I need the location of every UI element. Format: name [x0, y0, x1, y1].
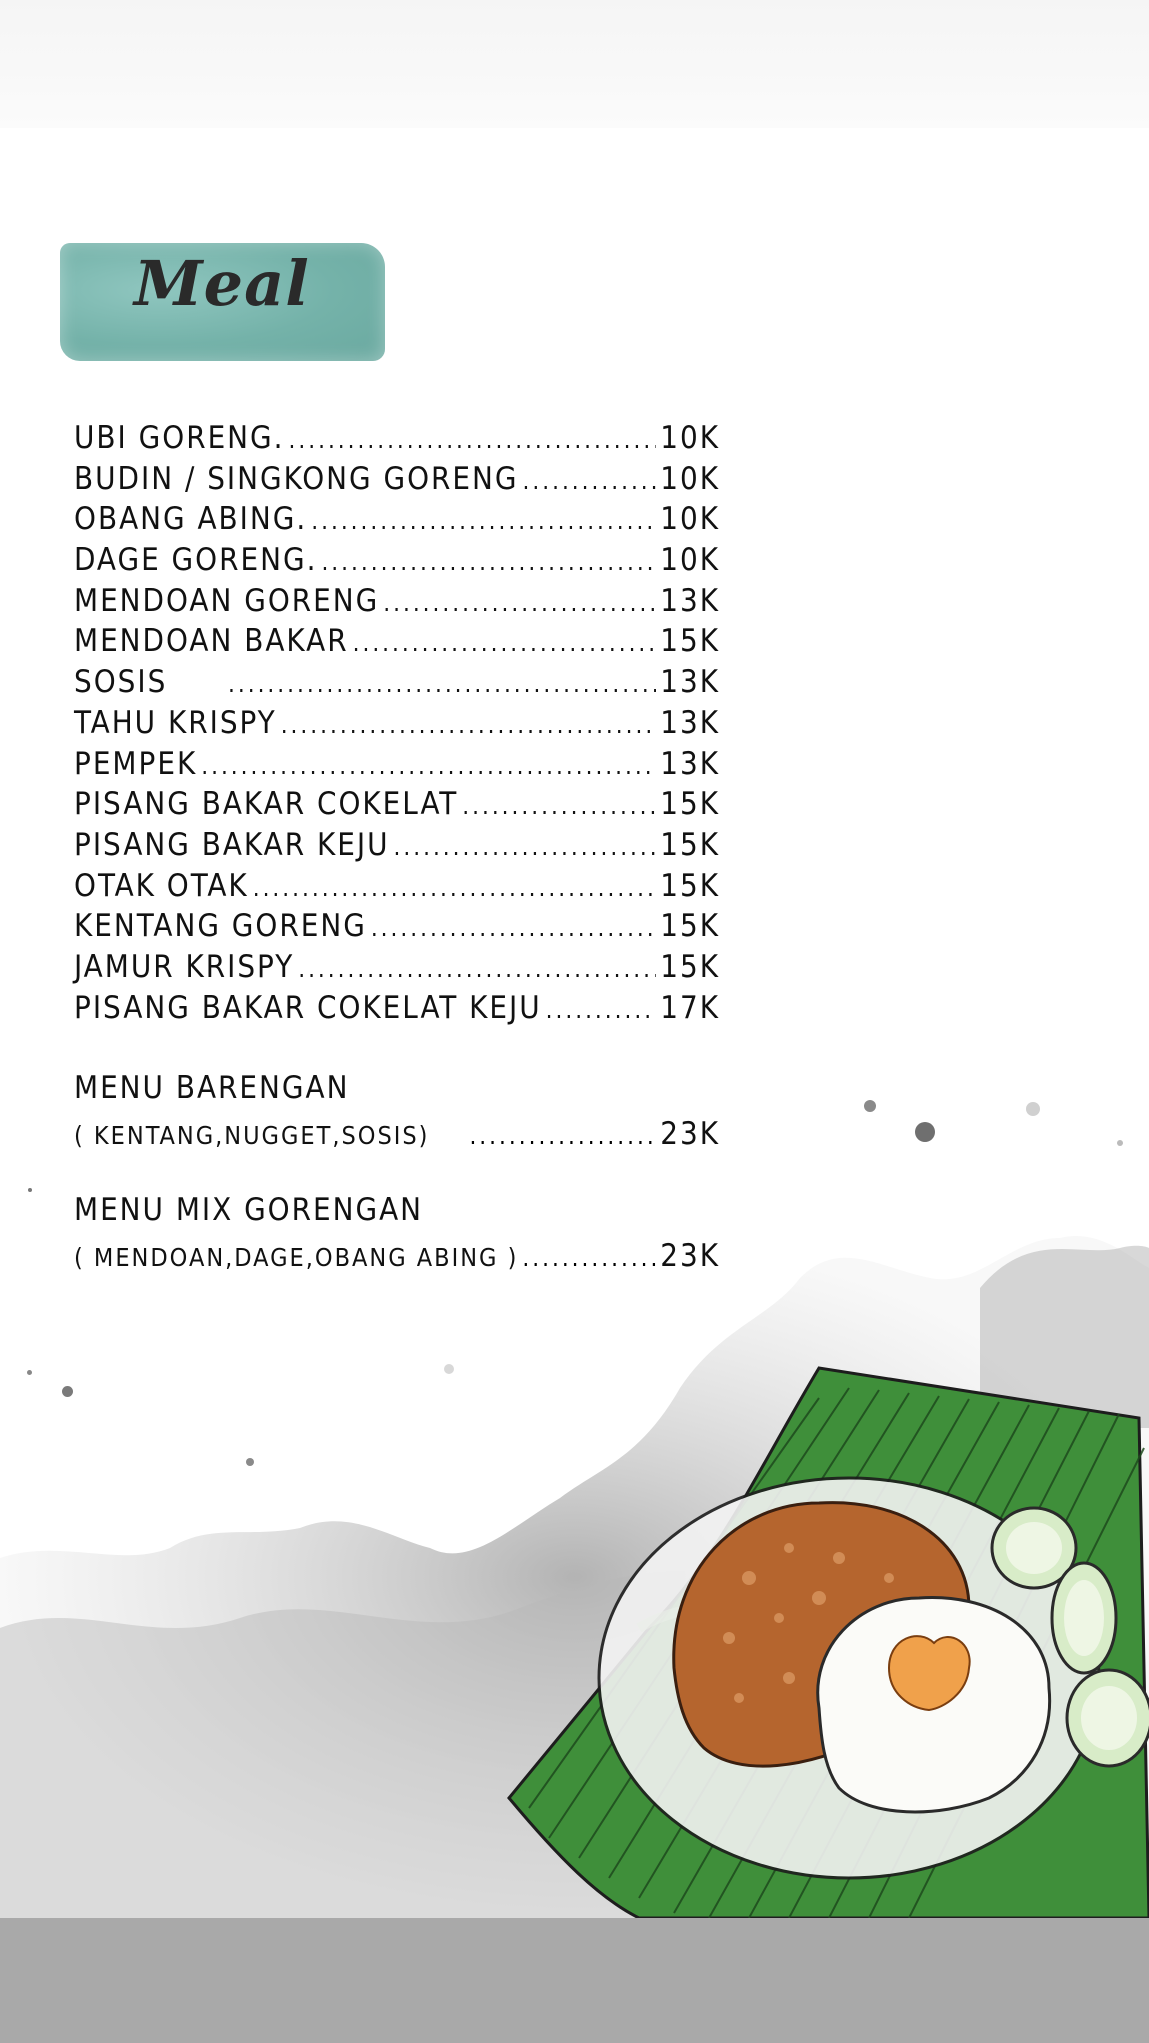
dot-leader: [281, 711, 657, 739]
menu-item-name: PISANG BAKAR COKELAT: [74, 786, 459, 823]
menu-section-title: Meal: [134, 247, 310, 320]
bottom-bar: [0, 1918, 1149, 2043]
combo-title: MENU MIX GORENGAN: [74, 1192, 424, 1228]
ink-dot: [27, 1370, 32, 1375]
dot-leader: [394, 833, 657, 861]
ink-dot: [444, 1364, 454, 1374]
menu-item-name: TAHU KRISPY: [74, 704, 277, 741]
combo-item: [74, 1192, 720, 1274]
menu-item-name: OBANG ABING.: [74, 501, 308, 538]
dot-leader: [311, 507, 656, 535]
menu-item-price: 10K: [660, 420, 720, 456]
ink-dot: [915, 1122, 935, 1142]
combo-line: [74, 1116, 720, 1152]
menu-item-price: 13K: [660, 745, 720, 782]
menu-item: [74, 705, 720, 746]
menu-item-price: 17K: [660, 989, 720, 1026]
dot-leader: [522, 1244, 656, 1272]
menu-item-price: 13K: [660, 582, 720, 619]
combo-price: 23K: [660, 1116, 720, 1152]
menu-item-name: SOSIS: [74, 664, 168, 701]
menu-item-price: 13K: [660, 704, 720, 741]
menu-item: [74, 542, 720, 583]
menu-item: [74, 420, 720, 461]
dot-leader: [298, 955, 656, 983]
dot-leader: [469, 1122, 656, 1150]
menu-item-name: DAGE GORENG.: [74, 542, 318, 579]
ink-dot: [28, 1188, 32, 1192]
top-strip: [0, 0, 1149, 128]
menu-item: [74, 990, 720, 1031]
dot-leader: [462, 792, 656, 820]
menu-item-name: PEMPEK: [74, 745, 198, 782]
combo-detail: ( KENTANG,NUGGET,SOSIS): [74, 1121, 430, 1150]
menu-item: [74, 664, 720, 705]
menu-item-name: OTAK OTAK: [74, 867, 249, 904]
menu-page: [0, 128, 1149, 1918]
menu-item-name: JAMUR KRISPY: [74, 948, 295, 985]
menu-item-list: [74, 420, 720, 1030]
menu-item-price: 10K: [660, 542, 720, 579]
menu-item: [74, 583, 720, 624]
menu-item: [74, 623, 720, 664]
dot-leader: [523, 467, 657, 495]
menu-item: [74, 908, 720, 949]
menu-item-price: 15K: [660, 623, 720, 660]
menu-item: [74, 868, 720, 909]
dot-leader: [321, 548, 656, 576]
ink-dot: [246, 1458, 254, 1466]
combo-price: 23K: [660, 1238, 720, 1274]
menu-item-name: UBI GORENG.: [74, 420, 285, 456]
ink-dot: [864, 1100, 876, 1112]
combo-detail: ( MENDOAN,DAGE,OBANG ABING ): [74, 1243, 519, 1272]
combo-line: [74, 1238, 720, 1274]
dot-leader: [228, 670, 656, 698]
menu-item-name: BUDIN / SINGKONG GORENG: [74, 460, 519, 497]
dot-leader: [371, 914, 656, 942]
menu-item-price: 15K: [660, 948, 720, 985]
menu-item: [74, 501, 720, 542]
menu-item-name: PISANG BAKAR KEJU: [74, 826, 390, 863]
ink-dot: [62, 1386, 73, 1397]
menu-item-name: MENDOAN BAKAR: [74, 623, 349, 660]
dot-leader: [253, 874, 657, 902]
food-illustration: [489, 1298, 1149, 1918]
combo-item: [74, 1070, 720, 1152]
ink-dot: [1117, 1140, 1123, 1146]
menu-item-price: 15K: [660, 867, 720, 904]
menu-item-name: PISANG BAKAR COKELAT KEJU: [74, 989, 542, 1026]
menu-item: [74, 827, 720, 868]
menu-item: [74, 949, 720, 990]
menu-item-price: 10K: [660, 501, 720, 538]
menu-item-price: 15K: [660, 826, 720, 863]
dot-leader: [353, 629, 657, 657]
menu-item-price: 10K: [660, 460, 720, 497]
menu-item-price: 15K: [660, 786, 720, 823]
dot-leader: [289, 426, 657, 454]
menu-item: [74, 786, 720, 827]
dot-leader: [201, 752, 656, 780]
dot-leader: [383, 589, 656, 617]
menu-item: [74, 746, 720, 787]
combo-title: MENU BARENGAN: [74, 1070, 350, 1106]
menu-item-name: KENTANG GORENG: [74, 908, 367, 945]
dot-leader: [546, 996, 657, 1024]
ink-dot: [1026, 1102, 1040, 1116]
menu-item: [74, 461, 720, 502]
menu-item-price: 13K: [660, 664, 720, 701]
menu-item-name: MENDOAN GORENG: [74, 582, 380, 619]
title-badge: [60, 243, 385, 361]
menu-item-price: 15K: [660, 908, 720, 945]
